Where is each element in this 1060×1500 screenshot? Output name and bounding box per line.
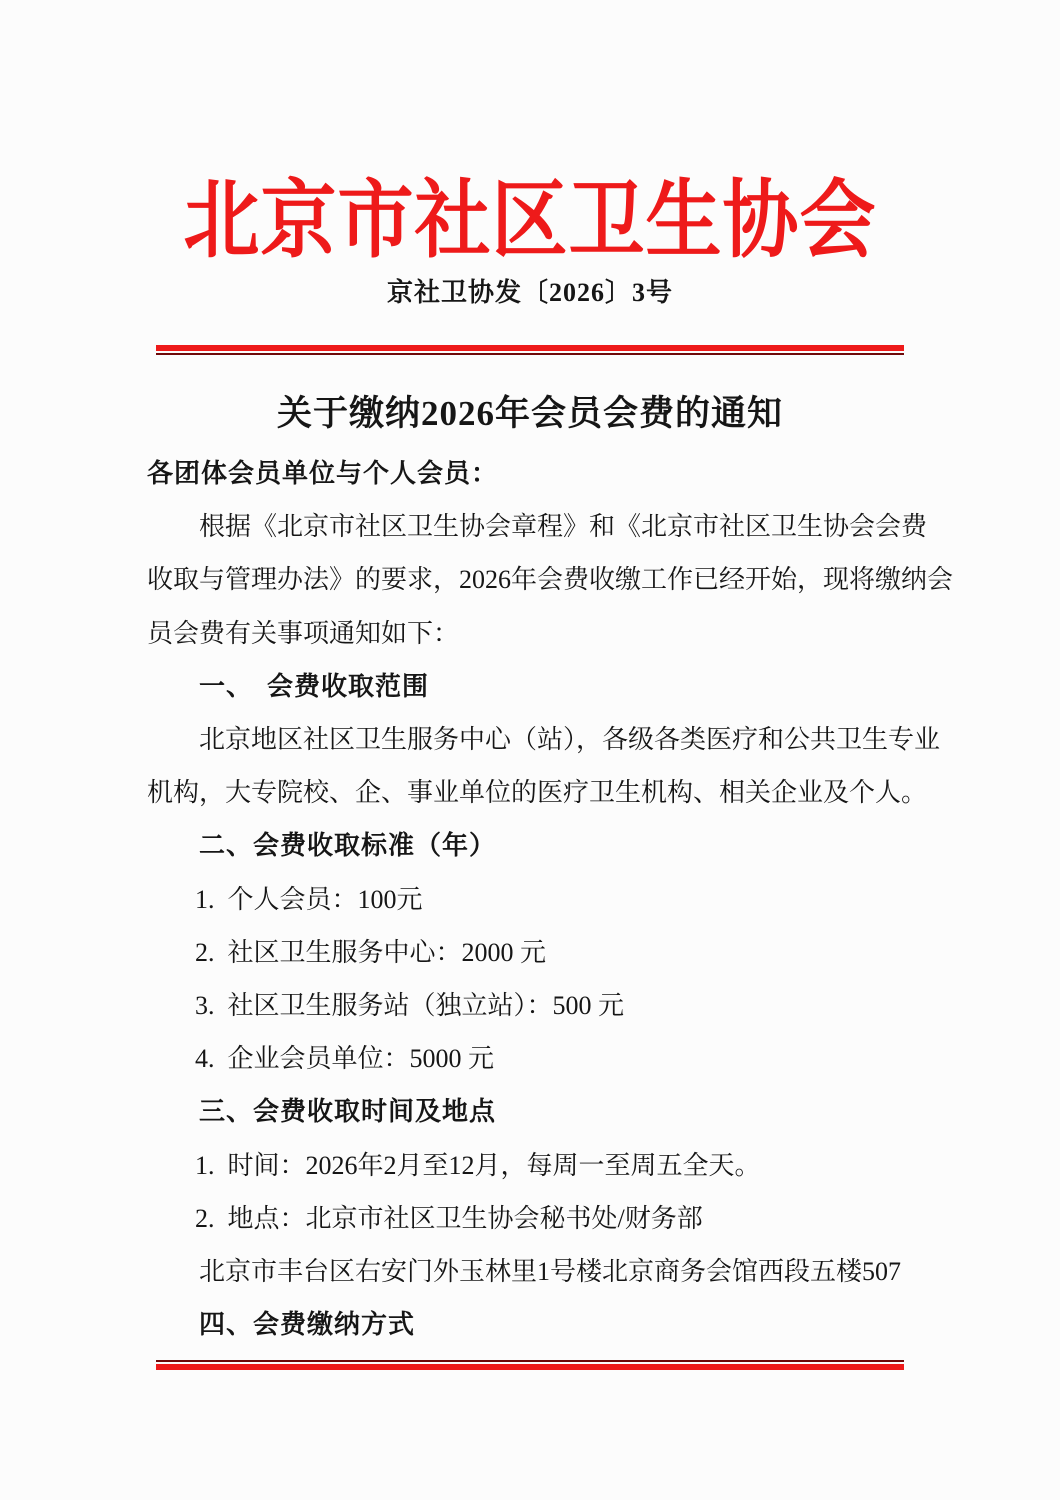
footer-rule-thick-bar: [156, 1364, 904, 1370]
document-number: 京社卫协发〔2026〕3号: [386, 278, 673, 307]
paragraph-line: 北京地区社区卫生服务中心（站），各级各类医疗和公共卫生专业: [199, 725, 941, 755]
time-item: 1. 时间：2026年2月至12月，每周一至周五全天。: [195, 1150, 761, 1180]
fee-item-station: 3. 社区卫生服务站（独立站）：500 元: [195, 991, 625, 1021]
section-heading-2: 二、会费收取标准（年）: [199, 830, 497, 861]
fee-item-center: 2. 社区卫生服务中心：2000 元: [195, 937, 547, 967]
paragraph-line: 员会费有关事项通知如下：: [147, 618, 460, 648]
paragraph-line: 机构，大专院校、企、事业单位的医疗卫生机构、相关企业及个人。: [147, 778, 928, 808]
address-line: 北京市丰台区右安门外玉林里1号楼北京商务会馆西段五楼507: [199, 1257, 902, 1287]
salutation-line: 各团体会员单位与个人会员：: [147, 458, 499, 488]
org-name-red-header: 北京市社区卫生协会: [183, 174, 877, 269]
section-heading-4: 四、会费缴纳方式: [199, 1309, 416, 1340]
notice-title: 关于缴纳2026年会员会费的通知: [276, 394, 783, 433]
paragraph-line: 收取与管理办法》的要求，2026年会费收缴工作已经开始，现将缴纳会: [147, 565, 954, 595]
fee-item-enterprise: 4. 企业会员单位：5000 元: [195, 1044, 495, 1074]
notice-body: [147, 447, 954, 1351]
location-item: 2. 地点：北京市社区卫生协会秘书处/财务部: [195, 1203, 703, 1233]
section-heading-1: 一、 会费收取范围: [199, 670, 430, 701]
section-heading-3: 三、会费收取时间及地点: [199, 1096, 497, 1127]
header-rule: [156, 345, 904, 355]
fee-item-individual: 1. 个人会员：100元: [195, 884, 423, 914]
footer-rule: [156, 1360, 904, 1370]
header-rule-thin-bar: [156, 353, 904, 355]
paragraph-line: 根据《北京市社区卫生协会章程》和《北京市社区卫生协会会费: [199, 512, 928, 542]
